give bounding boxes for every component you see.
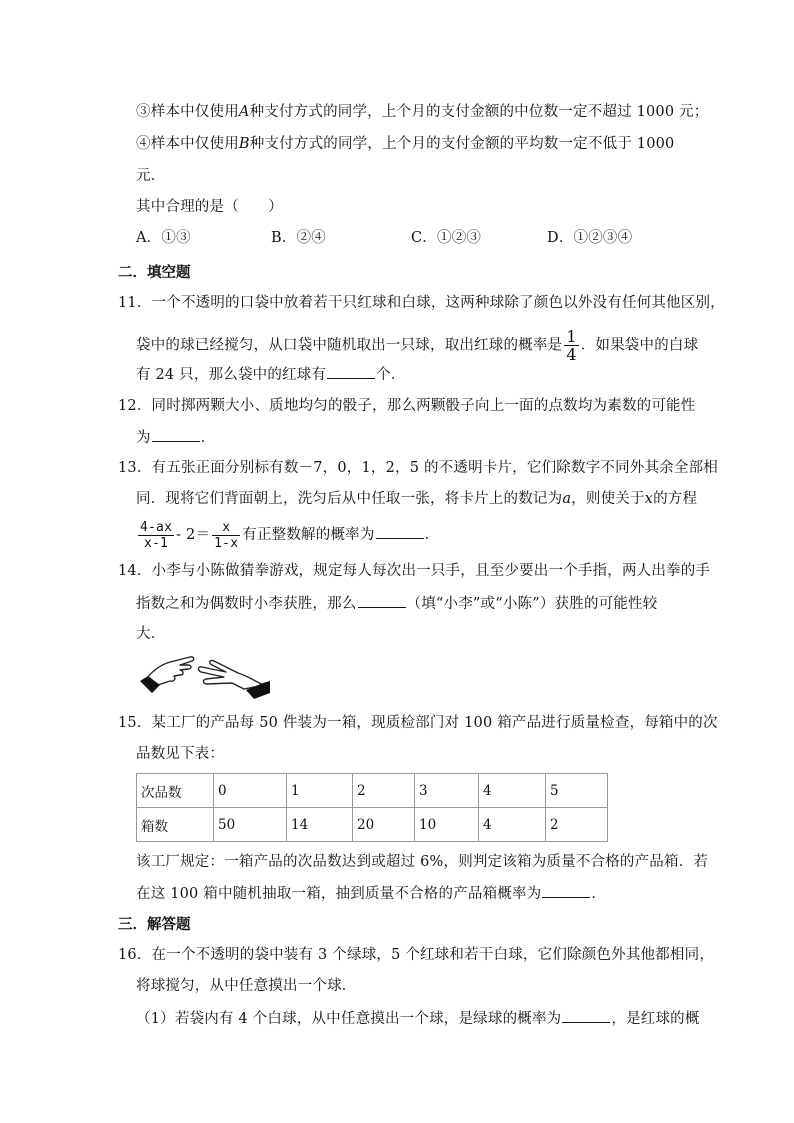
q11-l2-text: 袋中的球已经搅匀，从口袋中随机取出一只球，取出红球的概率是: [136, 337, 563, 354]
q11-l3-tail: 个．: [376, 367, 406, 383]
table-cell: 0: [214, 774, 287, 808]
q11-answer-blank[interactable]: [327, 364, 375, 379]
q11-frac-den: 4: [566, 345, 577, 364]
q10-option-b: B．②④: [271, 230, 326, 246]
q11-line-2: [136, 328, 698, 363]
q11-frac-num: 1: [566, 327, 577, 346]
q11-fraction: [564, 328, 578, 363]
q12-line-1: 12．同时掷两颗大小、质地均匀的骰子，那么两颗骰子向上一面的点数均为素数的可能性: [118, 398, 696, 414]
q10-s4-tail: 种支付方式的同学，上个月的支付金额的平均数一定不低于 1000: [249, 136, 675, 152]
q11-l2-tail: ．如果袋中的白球: [580, 337, 699, 354]
defect-table: [136, 773, 608, 842]
q10-s3-var: A: [238, 104, 250, 120]
q15-line-3: 该工厂规定：一箱产品的次品数达到或超过 6%，则判定该箱为质量不合格的产品箱．若: [136, 854, 709, 870]
q13-var-a: a: [562, 491, 572, 507]
table-cell: 2: [353, 774, 415, 808]
q13-line-1: 13．有五张正面分别标有数－7，0，1，2，5 的不透明卡片，它们除数字不同外其余全部相: [118, 460, 718, 476]
q14-l2-tail: （填“小李”或“小陈”）获胜的可能性较: [406, 596, 658, 612]
q15-l4-text: 在这 100 箱中随机抽取一箱，抽到质量不合格的产品箱概率为: [136, 886, 542, 902]
q10-option-c: C．①②③: [411, 230, 482, 246]
q13-f1-num: 4-ax: [140, 519, 173, 535]
table-cell: 次品数: [137, 774, 214, 808]
q16-line-2: 将球搅匀，从中任意摸出一个球．: [136, 978, 357, 994]
q11-line-3: [136, 364, 406, 385]
q13-answer-blank[interactable]: [376, 524, 424, 539]
table-row: [137, 808, 608, 842]
q14-l2-text: 指数之和为偶数时小李获胜，那么: [136, 596, 357, 612]
q11-line-1: 11．一个不透明的口袋中放着若干只红球和白球，这两种球除了颜色以外没有任何其他区别，: [118, 295, 725, 311]
q16-line-1: 16．在一个不透明的袋中装有 3 个绿球，5 个红球和若干白球，它们除颜色外其他都相同，: [118, 947, 715, 963]
q16-line-3: [136, 1008, 700, 1029]
q12-answer-blank[interactable]: [152, 427, 200, 442]
table-cell: 4: [479, 774, 546, 808]
q13-equation-line: [136, 518, 439, 552]
q13-f1-den: x-1: [144, 535, 169, 551]
q12-l2-tail: ．: [200, 430, 216, 446]
table-cell: 20: [353, 808, 415, 842]
q16-answer-blank[interactable]: [562, 1008, 610, 1023]
q13-equation-mid: - 2＝: [176, 527, 211, 543]
q10-s4-wrap: 元．: [136, 168, 166, 184]
q13-l2-text: 同．现将它们背面朝上，洗匀后从中任取一张，将卡片上的数记为: [136, 491, 563, 507]
q10-s4-text: ④样本中仅使用: [136, 136, 239, 152]
table-cell: 14: [287, 808, 353, 842]
q13-f2-den: 1-x: [214, 535, 239, 551]
hands-illustration: [140, 645, 270, 705]
q10-option-a: A．①③: [136, 230, 191, 246]
q15-answer-blank[interactable]: [542, 883, 590, 898]
q13-tail-end: ．: [424, 527, 440, 543]
q13-l2-tail: 的方程: [653, 491, 698, 507]
q14-line-2: [136, 593, 657, 614]
section-fill-in-heading: 二．填空题: [118, 265, 191, 281]
q10-s4-var: B: [238, 136, 250, 152]
q10-statement-3: [136, 102, 709, 122]
q14-line-3: 大．: [136, 626, 166, 642]
q10-statement-4: [136, 134, 674, 154]
q13-fraction-1: [138, 520, 174, 551]
q16-l3-text: （1）若袋内有 4 个白球，从中任意摸出一个球，是绿球的概率为: [136, 1011, 562, 1027]
q13-var-x: x: [644, 491, 654, 507]
table-cell: 2: [546, 808, 608, 842]
table-cell: 4: [479, 808, 546, 842]
table-cell: 1: [287, 774, 353, 808]
q12-line-2: [136, 427, 215, 448]
q12-l2-text: 为: [136, 430, 151, 446]
section-answer-heading: 三．解答题: [118, 917, 191, 933]
q13-tail-text: 有正整数解的概率为: [242, 527, 375, 543]
q13-fraction-2: [212, 520, 240, 551]
q13-line-2: [136, 489, 697, 509]
q11-l3-text: 有 24 只，那么袋中的红球有: [136, 367, 327, 383]
q15-line-2: 品数见下表：: [136, 746, 225, 762]
table-cell: 3: [415, 774, 479, 808]
q15-l4-tail: ．: [591, 886, 607, 902]
q10-ask: 其中合理的是（ ）: [136, 199, 283, 215]
table-cell: 5: [546, 774, 608, 808]
q16-l3-tail: ，是红球的概: [611, 1011, 700, 1027]
q13-l2-mid: ，则使关于: [571, 491, 645, 507]
table-row: [137, 774, 608, 808]
q10-s3-text: ③样本中仅使用: [136, 104, 239, 120]
q15-line-1: 15．某工厂的产品每 50 件装为一箱，现质检部门对 100 箱产品进行质量检查，每箱中的次: [118, 715, 718, 731]
q14-line-1: 14．小李与小陈做猜拳游戏，规定每人每次出一只手，且至少要出一个手指，两人出拳的手: [118, 563, 711, 579]
table-cell: 10: [415, 808, 479, 842]
q10-option-d: D．①②③④: [547, 230, 633, 246]
q13-f2-num: x: [212, 520, 240, 536]
table-cell: 50: [214, 808, 287, 842]
q10-s3-tail: 种支付方式的同学，上个月的支付金额的中位数一定不超过 1000 元；: [249, 104, 709, 120]
q14-answer-blank[interactable]: [358, 593, 406, 608]
table-cell: 箱数: [137, 808, 214, 842]
q15-line-4: [136, 883, 606, 904]
